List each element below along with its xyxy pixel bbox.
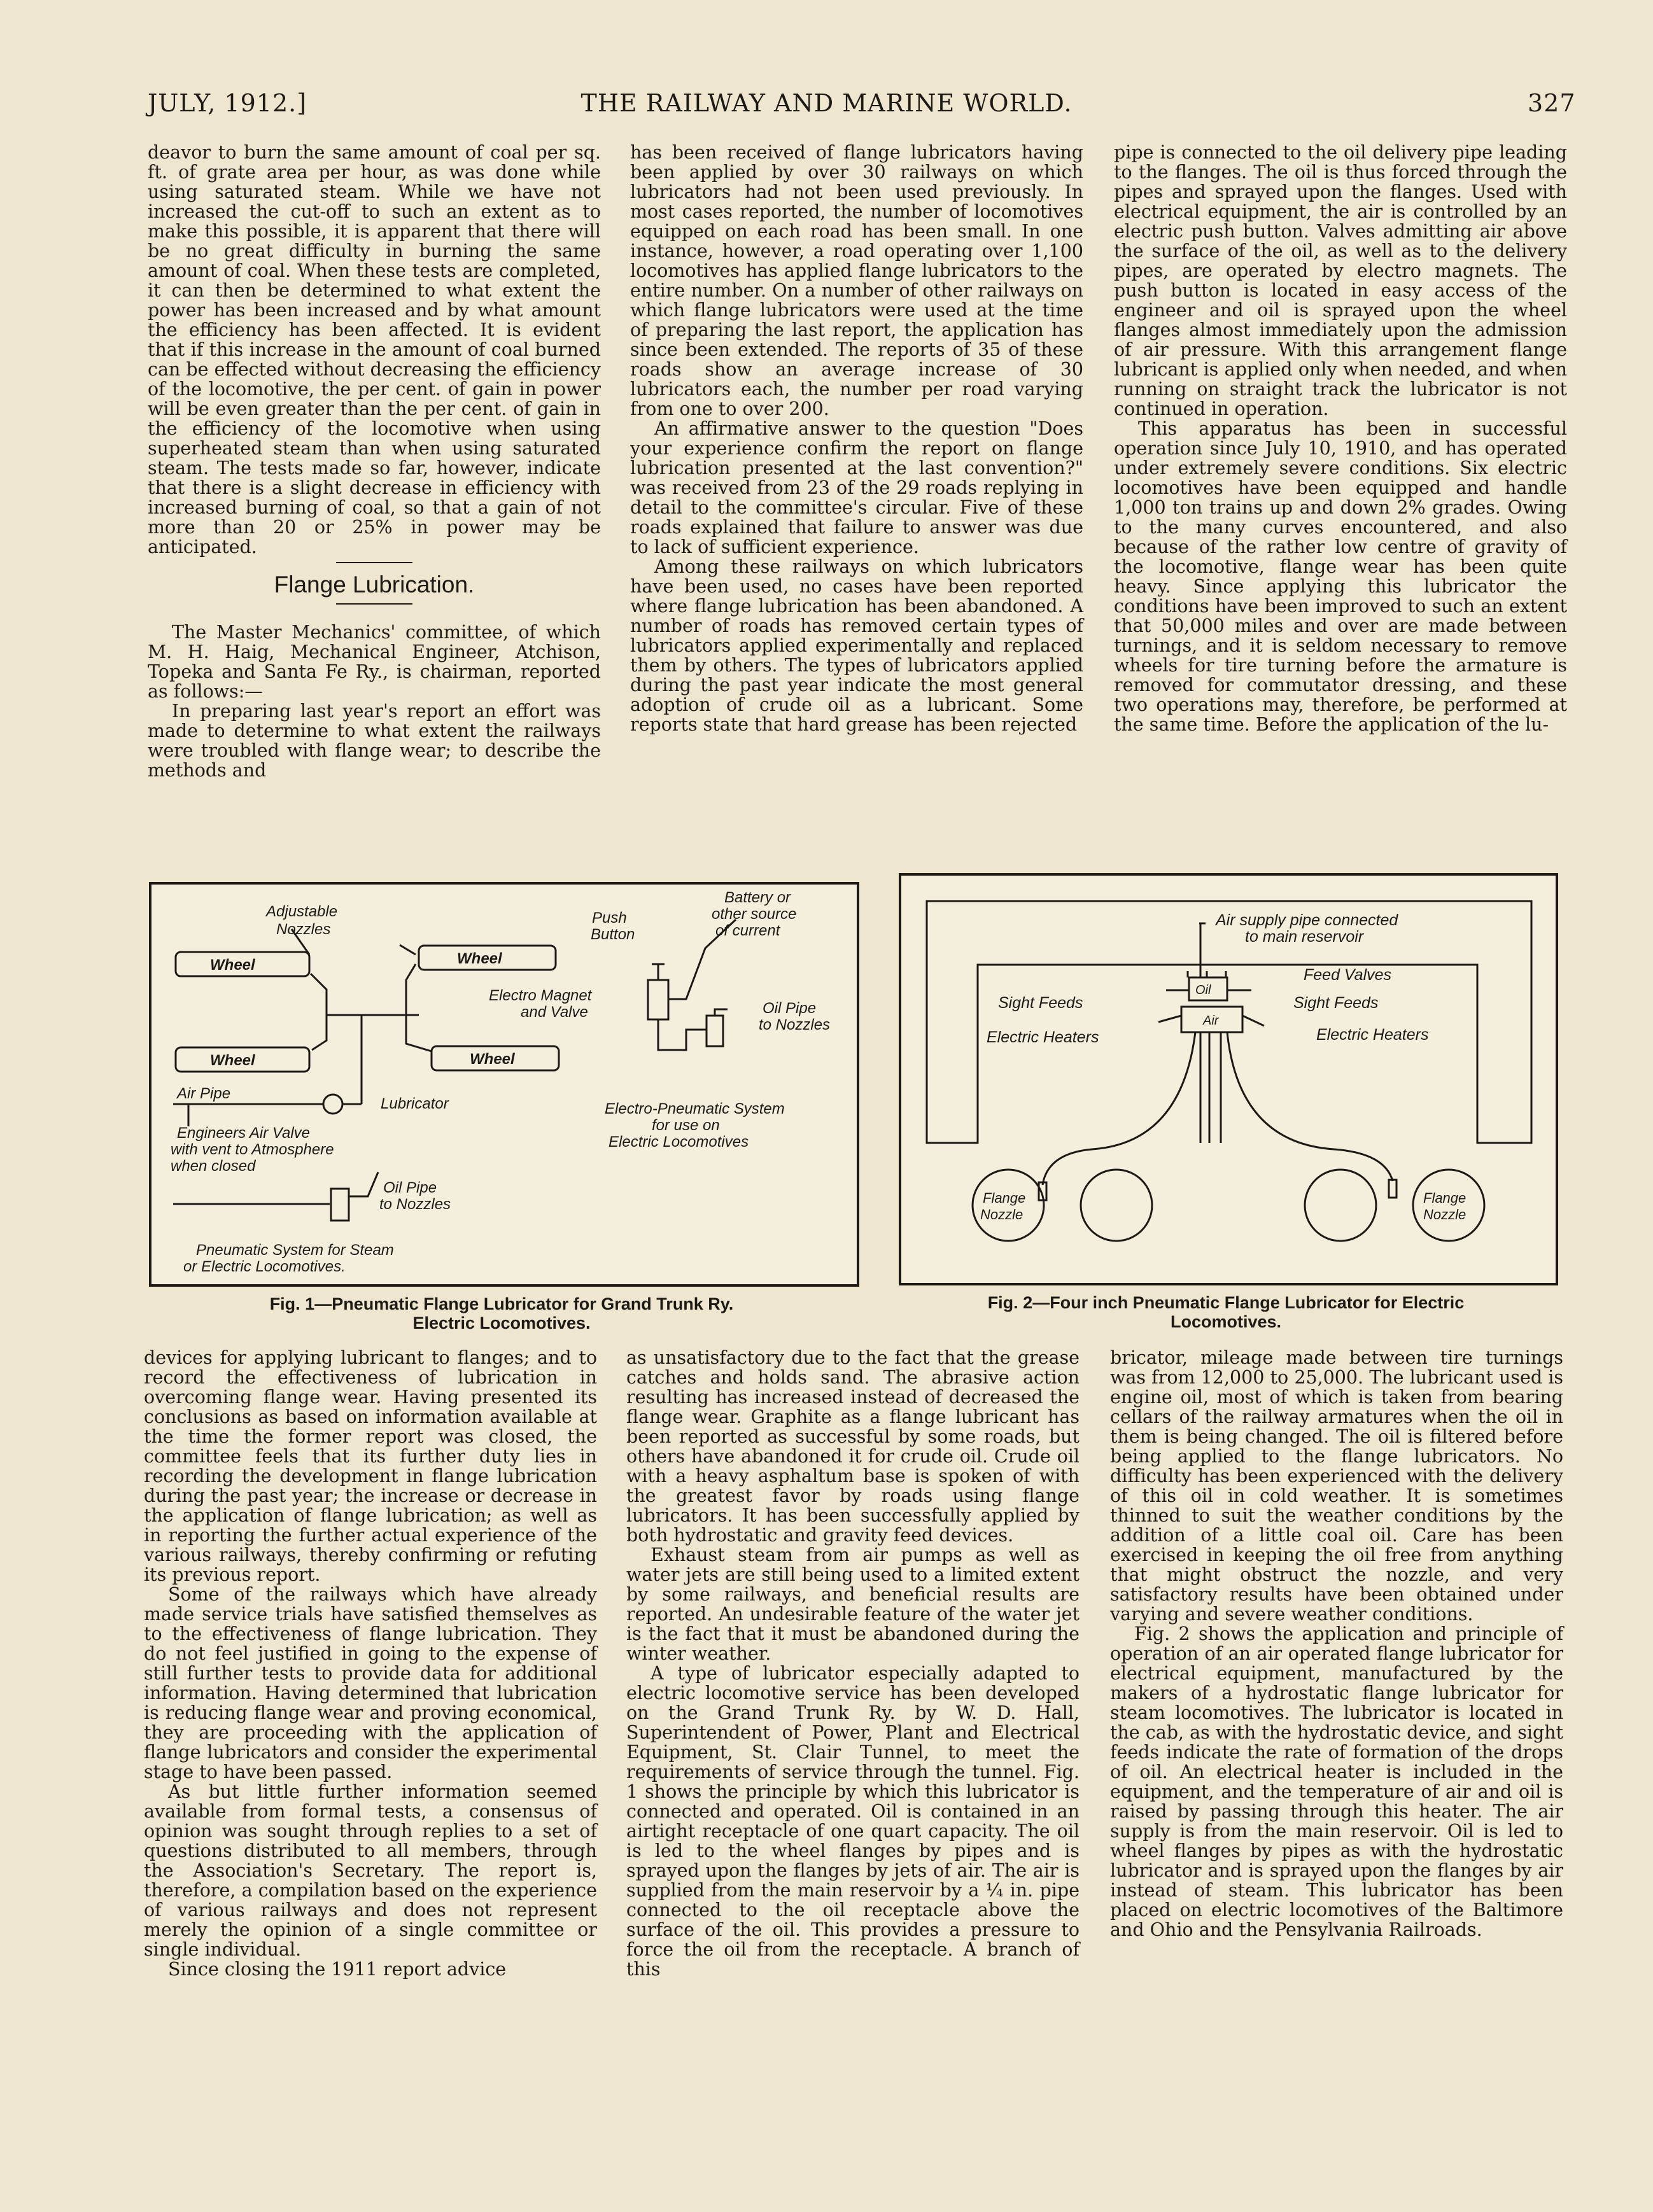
paragraph: as unsatisfactory due to the fact that the grease catches and holds sand. The abrasive action resulting has increased instead of decreased the flange wear. Graphite as a flange lubricant has been reported as successful by some roads, but others have abandoned it for crude oil. Crude oil with a heavy asphaltum base is spoken of with the greatest favor by roads using flange lubricators. It has been successfully applied by both hydrostatic and gravity feed devices. (626, 1347, 1080, 1546)
label-magnet-2: and Valve (521, 1004, 588, 1021)
label-ep-1: Electro-Pneumatic System (605, 1100, 785, 1117)
wheel (1081, 1170, 1152, 1241)
right-delivery-pipe (1227, 1032, 1393, 1181)
label-flange-right: Flange (1423, 1190, 1467, 1206)
label-flange-left: Flange (983, 1190, 1026, 1206)
label-air: Air (1203, 1014, 1219, 1028)
paragraph: The Master Mechanics' committee, of which M. H. Haig, Mechanical Engineer, Atchison, Topeka and Santa Fe Ry., is chairman, reported as follows:— (148, 622, 601, 702)
paragraph: A type of lubricator especially adapted to electric locomotive service has been developed on the Grand Trunk Ry. by W. D. Hall, Superintendent of Power, Plant and Electrical Equipment, St. Clair Tunnel, to meet the requirements of service through the tunnel. Fig. 1 shows the principle by which this lubricator is connected and operated. Oil is contained in an airtight receptacle of one quart capacity. The oil is led to the wheel flanges by pipes and is sprayed upon the flanges by jets of air. The air is supplied from the main reservoir by a ¼ in. pipe connected to the oil receptacle above the surface of the oil. This provides a pressure to force the oil from the receptacle. A branch of this (626, 1663, 1080, 1980)
paragraph: devices for applying lubricant to flanges; and to record the effectiveness of lubrication in overcoming flange wear. Having presented its conclusions as based on information available at the time the former report was closed, the committee feels that its further duty lies in recording the development in flange lubrication during the past year; the increase or decrease in the application of flange lubrication; as well as in reporting the further actual experience of the various railways, thereby confirming or refuting its previous report. (144, 1347, 597, 1585)
label-adjustable: Adjustable (266, 903, 338, 920)
oil-pipe (658, 1019, 707, 1050)
label-air-pipe: Air Pipe (177, 1085, 231, 1102)
label-lubricator: Lubricator (381, 1095, 449, 1112)
pipe (311, 974, 327, 1050)
paragraph: An affirmative answer to the question "Does your experience confirm the report on flange lubrication presented at the last convention?" was received from 23 of the 29 roads replying in detail to the committee's circular. Five of these roads explained that failure to answer was due to lack of sufficient experience. (630, 418, 1083, 557)
push-button-stem (652, 964, 665, 980)
section-title: Flange Lubrication. (148, 562, 601, 605)
figure-1-svg (151, 885, 857, 1284)
label-push: Push (592, 909, 627, 927)
paragraph: bricator, mileage made between tire turnings was from 12,000 to 25,000. The lubricant used is engine oil, most of which is taken from bearing cellars of the railway armatures when the oil in them is being changed. The oil is filtered before being applied to the flange lubricators. No difficulty has been experienced with the delivery of this oil in cold weather. It is sometimes thinned to suit the weather conditions by the addition of a little coal oil. Care has been exercised in keeping the oil free from anything that might obstruct the nozzle, and very satisfactory results have been obtained under varying and severe weather conditions. (1110, 1347, 1563, 1625)
label-sight-feeds-right: Sight Feeds (1293, 994, 1379, 1012)
label-engineers-2: with vent to Atmosphere (171, 1141, 334, 1158)
paragraph: has been received of flange lubricators having been applied by over 30 railways on which lubricators had not been used previously. In most cases reported, the number of locomotives equipped on each road has been small. In one instance, however, a road operating over 1,100 locomotives has applied flange lubricators to the entire number. On a number of other railways on which flange lubricators were used at the time of preparing the last report, the application has since been extended. The reports of 35 of these roads show an average increase of 30 lubricators each, the number per road varying from one to over 200. (630, 142, 1083, 419)
oil-pipe (349, 1172, 378, 1196)
figure-2-caption-line-2: Locomotives. (1170, 1312, 1282, 1331)
label-ps-2: or Electric Locomotives. (183, 1258, 346, 1275)
label-button: Button (591, 926, 635, 943)
figure-1-diagram (149, 882, 859, 1287)
paragraph: Some of the railways which have already made service trials have satisfied themselves as to the effectiveness of flange lubrication. They do not feel justified in going to the expense of still further tests to provide data for additional information. Having determined that lubrication is reducing flange wear and proving economical, they are proceeding with the application of flange lubricators and consider the experimental stage to have been passed. (144, 1584, 597, 1782)
label-nozzles: Nozzles (276, 921, 331, 938)
label-wheel: Wheel (210, 956, 255, 974)
label-battery-2: other source (712, 906, 797, 923)
bottom-column-1 (144, 1348, 597, 2080)
paragraph: Fig. 2 shows the application and principle of operation of an air operated flange lubricator for electrical equipment, manufactured by the makers of a hydrostatic flange lubricator for steam locomotives. The lubricator is located in the cab, as with the hydrostatic device, and sight feeds indicate the rate of formation of the drops of oil. An electrical heater is included in the equipment, and the temperature of air and oil is raised by passing through this heater. The air supply is from the main reservoir. Oil is led to wheel flanges by pipes as with the hydrostatic lubricator and is sprayed upon the flanges by air instead of steam. This lubricator has been placed on electric locomotives of the Baltimore and Ohio and the Pensylvania Railroads. (1110, 1623, 1563, 1940)
label-engineers-1: Engineers Air Valve (177, 1124, 310, 1142)
left-delivery-pipe (1043, 1032, 1195, 1185)
label-oilpipe-2: to Nozzles (759, 1016, 831, 1033)
label-ps-1: Pneumatic System for Steam (196, 1242, 394, 1259)
label-lower-oilpipe-2: to Nozzles (379, 1196, 451, 1213)
paragraph: deavor to burn the same amount of coal per sq. ft. of grate area per hour, as was done while using saturated steam. While we have not increased the cut-off to such an extent as to make this possible, it is apparent that there will be no great difficulty in burning the same amount of coal. When these tests are completed, it can then be determined to what extent the power has been increased and by what amount the efficiency has been affected. It is evident that if this increase in the amount of coal burned can be effected without decreasing the efficiency of the locomotive, the per cent. of gain in power will be even greater than the per cent. of gain in the efficiency of the locomotive when using superheated steam than when using saturated steam. The tests made so far, however, indicate that there is a slight decrease in efficiency with increased burning of coal, so that a gain of not more than 20 or 25% in power may be anticipated. (148, 142, 601, 557)
label-ep-3: Electric Locomotives (608, 1133, 749, 1151)
label-battery-3: of current (715, 922, 780, 939)
label-air-supply-2: to main reservoir (1245, 928, 1364, 946)
paragraph: Since closing the 1911 report advice (168, 1959, 507, 1980)
figure-1-caption-line-2: Electric Locomotives. (412, 1313, 591, 1333)
label-lower-oilpipe-1: Oil Pipe (383, 1179, 437, 1196)
top-column-2 (630, 143, 1083, 860)
label-air-supply-1: Air supply pipe connected (1216, 911, 1398, 929)
pipe (400, 945, 416, 955)
lubricator-symbol (323, 1095, 342, 1114)
label-nozzle-right: Nozzle (1423, 1207, 1467, 1222)
figure-1-caption-line-1: Fig. 1—Pneumatic Flange Lubricator for Grand Trunk Ry. (269, 1294, 734, 1313)
label-electric-heaters-right: Electric Heaters (1316, 1026, 1429, 1044)
top-column-3 (1114, 143, 1567, 860)
paragraph: As but little further information seemed available from formal tests, a consensus of opinion was sought through replies to a set of questions distributed to all members, through the Association's Secretary. The report is, therefore, a compilation based on the experience of various railways and does not represent merely the opinion of a single committee or single individual. (144, 1781, 597, 1960)
paragraph: Among these railways on which lubricators have been used, no cases have been reported where flange lubrication has been abandoned. A number of roads has removed certain types of lubricators applied experimentally and replaced them by others. The types of lubricators applied during the past year indicate the most general adoption of crude oil as a lubricant. Some reports state that hard grease has been rejected (630, 556, 1083, 735)
label-wheel: Wheel (470, 1051, 515, 1068)
paragraph: In preparing last year's report an effort was made to determine to what extent the railways were troubled with flange wear; to describe the methods and (148, 701, 601, 781)
paragraph: Exhaust steam from air pumps as well as water jets are still being used to a limited extent by some railways, and beneficial results are reported. An undesirable feature of the water jet is the fact that it must be abandoned during the winter weather. (626, 1544, 1080, 1664)
figure-2-svg (901, 876, 1556, 1283)
cab-outline (927, 901, 1531, 1143)
figure-2-caption-line-1: Fig. 2—Four inch Pneumatic Flange Lubricator for Electric (987, 1293, 1465, 1312)
oil-receptacle (707, 1016, 723, 1046)
wheel (1305, 1170, 1376, 1241)
figure-2-diagram (899, 873, 1558, 1285)
pipe (406, 964, 432, 1051)
running-header-date: JULY, 1912.] (148, 89, 307, 117)
paragraph: This apparatus has been in successful operation since July 10, 1910, and has operated under extremely severe conditions. Six electric locomotives have been equipped and handle 1,000 ton trains up and down 2% grades. Owing to the many curves encountered, and also because of the rather low centre of gravity of the locomotive, flange wear has been quite heavy. Since applying this lubricator the conditions have been improved to such an extent that 50,000 miles and over are made between turnings, and it is seldom necessary to remove wheels for tire turning before the armature is removed for commutator dressing, and these two operations may, therefore, be performed at the same time. Before the application of the lu- (1114, 418, 1567, 735)
running-header-journal: THE RAILWAY AND MARINE WORLD. (580, 89, 1073, 117)
label-magnet-1: Electro Magnet (489, 987, 592, 1004)
label-wheel: Wheel (210, 1052, 255, 1069)
air-supply-pipe (1199, 923, 1206, 977)
label-wheel: Wheel (457, 950, 502, 967)
label-feed-valves: Feed Valves (1304, 966, 1392, 984)
page-number: 327 (1528, 89, 1576, 117)
bottom-column-2 (626, 1348, 1080, 2080)
paragraph: pipe is connected to the oil delivery pipe leading to the flanges. The oil is thus forced through the pipes and sprayed upon the flanges. Used with electrical equipment, the air is controlled by an electric push button. Valves admitting air above the surface of the oil, as well as to the delivery pipes, are operated by electro magnets. The push button is located in easy access of the engineer and oil is sprayed upon the wheel flanges almost immediately upon the admission of air pressure. With this arrangement flange lubricant is applied only when needed, and when running on straight track the lubricator is not continued in operation. (1114, 142, 1567, 419)
pipes-down (1200, 1032, 1221, 1143)
label-sight-feeds-left: Sight Feeds (998, 994, 1083, 1012)
label-oil: Oil (1195, 983, 1211, 997)
label-engineers-3: when closed (171, 1158, 256, 1175)
label-battery-1: Battery or (724, 889, 791, 906)
nozzle (1389, 1180, 1396, 1198)
label-electric-heaters-left: Electric Heaters (987, 1028, 1099, 1046)
oil-receptacle (331, 1189, 349, 1221)
bottom-column-3 (1110, 1348, 1563, 2080)
magnet-valve (648, 980, 668, 1019)
label-oilpipe-1: Oil Pipe (763, 1000, 817, 1017)
label-nozzle-left: Nozzle (980, 1207, 1023, 1222)
top-column-1 (148, 143, 601, 860)
label-ep-2: for use on (652, 1117, 720, 1134)
